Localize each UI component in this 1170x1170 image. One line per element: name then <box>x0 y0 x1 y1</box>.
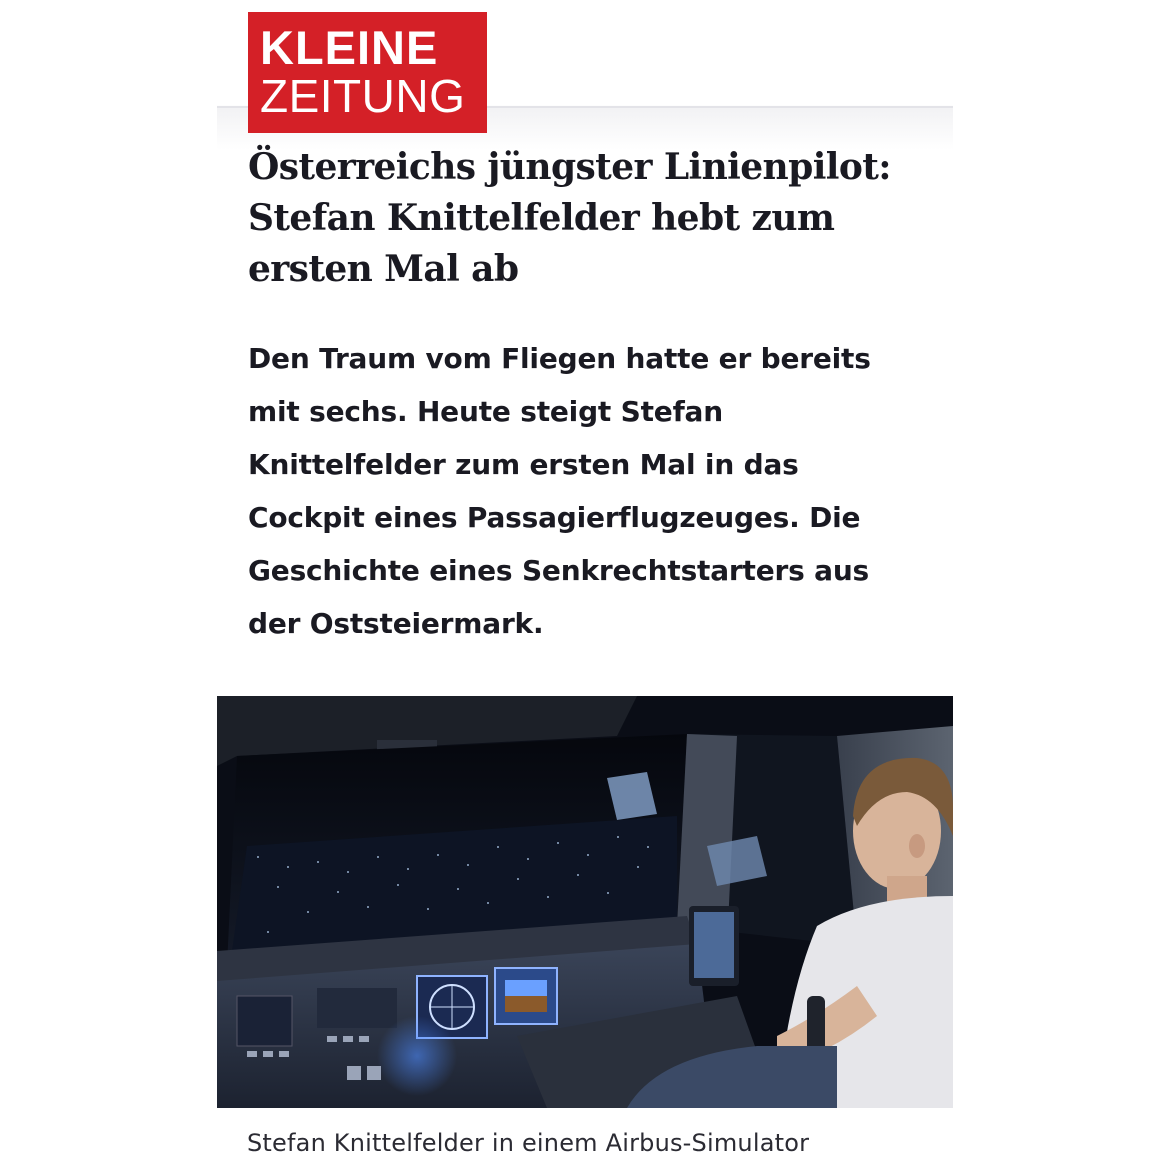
kleine-zeitung-logo[interactable] <box>248 12 487 133</box>
article-photo[interactable] <box>217 696 953 1108</box>
image-caption: Stefan Knittelfelder in einem Airbus-Simulator <box>247 1129 810 1157</box>
cockpit-simulator-illustration <box>217 696 953 1108</box>
article-lead: Den Traum vom Fliegen hatte er bereits mit sechs. Heute steigt Stefan Knittelfelder zum ersten Mal in das Cockpit eines Passagierflugzeuges. Die Geschichte eines Senkrechtstarters aus der Oststeiermark. <box>248 342 871 640</box>
logo-line-1: KLEINE <box>260 21 439 74</box>
logo-line-2: ZEITUNG <box>260 70 466 122</box>
article-headline: Österreichs jüngster Linienpilot: Stefan Knittelfelder hebt zum ersten Mal ab <box>248 146 891 290</box>
